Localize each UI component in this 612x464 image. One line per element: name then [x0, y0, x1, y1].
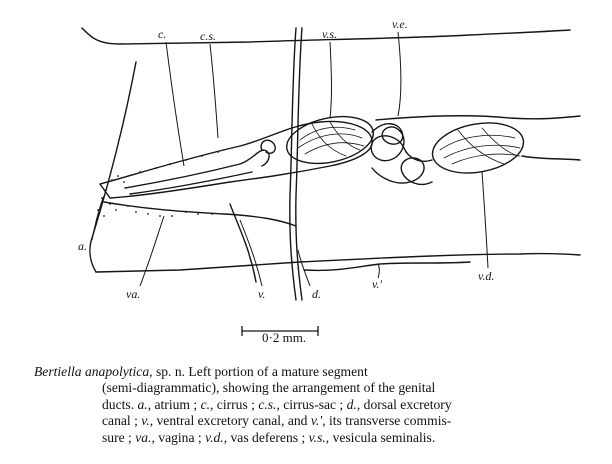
- leader-ve: [398, 32, 401, 116]
- caption-text: ducts.: [102, 396, 138, 412]
- caption-abbrev: va.: [135, 429, 152, 445]
- caption-abbrev: v.: [141, 413, 150, 429]
- caption-line-5: [34, 430, 594, 446]
- label-cirrus: c.: [158, 27, 167, 41]
- cirrus-coil: [261, 140, 275, 153]
- caption-text: , dorsal excretory: [356, 396, 452, 412]
- transverse-commissure: [304, 262, 470, 270]
- caption-text: , atrium ;: [147, 396, 201, 412]
- caption-species: Bertiella anapolytica,: [34, 364, 153, 379]
- caption-abbrev: c.: [200, 396, 210, 412]
- caption-abbrev: d.: [346, 396, 357, 412]
- vagina-canal: [104, 202, 296, 226]
- label-atrium: a.: [78, 239, 87, 253]
- caption-line-1-text: sp. n. Left portion of a mature segment: [152, 364, 368, 379]
- leader-vd: [482, 172, 488, 268]
- caption-line-4: [34, 413, 594, 429]
- caption-text: , cirrus ;: [210, 396, 259, 412]
- caption-text: , vagina ;: [151, 429, 206, 445]
- cirrus-inner: [125, 150, 269, 188]
- leader-vs: [330, 42, 332, 118]
- figure-caption: [34, 364, 594, 446]
- caption-text: , its transverse commis-: [322, 413, 452, 429]
- vas-deferens-hatch: [440, 128, 520, 164]
- label-ventral-canal: v.: [258, 287, 266, 301]
- caption-text: canal ;: [102, 413, 142, 429]
- label-cirrus-sac: c.s.: [200, 29, 216, 43]
- caption-line-3: [34, 397, 594, 413]
- leader-c: [166, 42, 184, 166]
- leader-va: [140, 216, 164, 286]
- caption-abbrev: v.s.: [308, 429, 326, 445]
- cirrus-sac-outline: [100, 121, 372, 198]
- caption-abbrev: a.: [137, 396, 148, 412]
- label-vas-deferens: v.d.: [478, 269, 495, 283]
- leader-v: [240, 220, 262, 286]
- label-dorsal-canal: d.: [312, 287, 321, 301]
- label-vagina: va.: [126, 287, 141, 301]
- dorsal-canal-line-2: [296, 28, 302, 300]
- caption-text: , cirrus-sac ;: [276, 396, 347, 412]
- caption-abbrev: v.': [310, 413, 323, 429]
- caption-abbrev: c.s.: [258, 396, 277, 412]
- label-ve: v.e.: [392, 17, 408, 31]
- caption-text: , vas deferens ;: [223, 429, 309, 445]
- vagina-lower: [522, 156, 580, 160]
- segment-left-edge: [90, 62, 136, 272]
- vagina-upper: [376, 116, 580, 120]
- label-transverse-commissure: v.': [372, 277, 383, 291]
- caption-text: , vesicula seminalis.: [325, 429, 436, 445]
- vas-deferens: [371, 124, 432, 162]
- vesicula-hatch: [298, 122, 364, 156]
- dorsal-canal-line-1: [290, 28, 296, 300]
- caption-line-2: (semi-diagrammatic), showing the arrangement of the genital: [102, 380, 436, 396]
- scale-label: 0·2 mm.: [262, 330, 307, 345]
- leader-cs: [210, 44, 218, 138]
- caption-abbrev: v.d.: [205, 429, 224, 445]
- leader-vprime: [378, 264, 380, 278]
- caption-text: , ventral excretory canal, and: [149, 413, 311, 429]
- label-vesicula-seminalis: v.s.: [322, 27, 338, 41]
- caption-text: sure ;: [102, 429, 136, 445]
- caption-line-1: [34, 364, 594, 380]
